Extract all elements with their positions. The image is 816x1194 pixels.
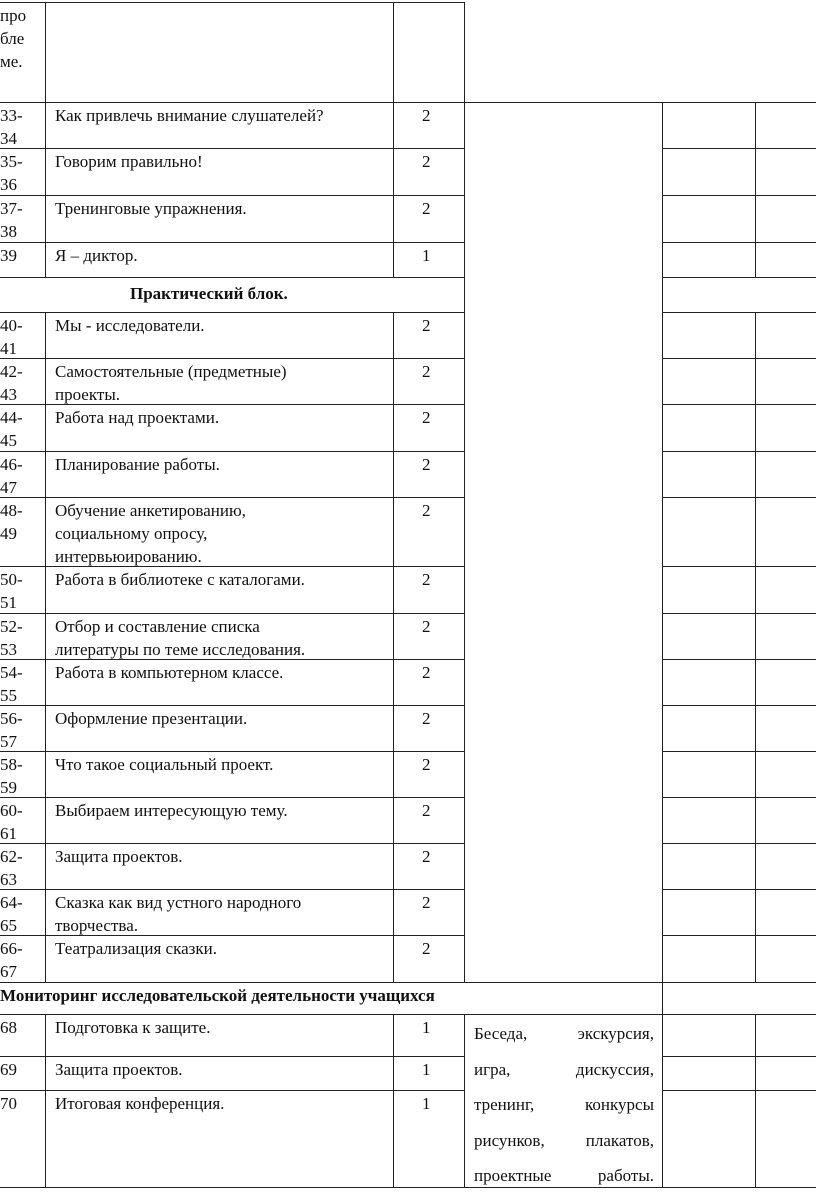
- row-hours: 2: [422, 152, 431, 171]
- row-number: 48-: [0, 501, 23, 520]
- fragment-text: про: [0, 6, 27, 25]
- row-topic: Говорим правильно!: [55, 152, 203, 171]
- row-number: 68: [0, 1018, 17, 1037]
- row-topic: литературы по теме исследования.: [55, 640, 306, 659]
- row-number: 39: [0, 246, 17, 265]
- table-rule: [0, 613, 464, 614]
- table-rule: [662, 797, 816, 798]
- table-rule: [0, 148, 464, 149]
- row-topic: Тренинговые упражнения.: [55, 199, 247, 218]
- row-topic: Самостоятельные (предметные): [55, 362, 287, 381]
- row-topic: Работа в библиотеке с каталогами.: [55, 570, 305, 589]
- fragment-text: ме.: [0, 52, 23, 71]
- table-rule: [662, 566, 816, 567]
- row-number: 67: [0, 962, 17, 981]
- table-rule: [662, 404, 816, 405]
- row-number: 51: [0, 593, 17, 612]
- fragment-text: бле: [0, 29, 25, 48]
- table-rule: [0, 1056, 464, 1057]
- row-hours: 2: [422, 939, 431, 958]
- row-number: 55: [0, 686, 17, 705]
- table-rule: [662, 102, 663, 1187]
- activity-forms-line: проектные работы.: [474, 1166, 654, 1186]
- row-hours: 1: [422, 1060, 431, 1079]
- row-hours: 2: [422, 408, 431, 427]
- row-number: 43: [0, 385, 17, 404]
- row-topic: Сказка как вид устного народного: [55, 893, 302, 912]
- row-hours: 2: [422, 755, 431, 774]
- row-hours: 2: [422, 663, 431, 682]
- row-topic: Что такое социальный проект.: [55, 755, 274, 774]
- row-hours: 2: [422, 106, 431, 125]
- table-rule: [0, 195, 464, 196]
- table-rule: [0, 982, 464, 983]
- row-hours: 2: [422, 570, 431, 589]
- table-rule: [0, 935, 464, 936]
- table-rule: [662, 277, 816, 278]
- row-hours: 2: [422, 617, 431, 636]
- activity-forms-line: рисунков, плакатов,: [474, 1130, 654, 1150]
- table-rule: [662, 242, 816, 243]
- table-rule: [662, 195, 816, 196]
- row-number: 33-: [0, 106, 23, 125]
- table-rule: [0, 659, 464, 660]
- table-rule: [0, 843, 464, 844]
- row-number: 42-: [0, 362, 23, 381]
- row-hours: 2: [422, 316, 431, 335]
- row-number: 44-: [0, 408, 23, 427]
- row-hours: 2: [422, 893, 431, 912]
- row-hours: 2: [422, 801, 431, 820]
- row-number: 38: [0, 222, 17, 241]
- table-rule: [755, 312, 756, 982]
- table-rule: [45, 312, 46, 982]
- table-rule: [0, 1187, 464, 1188]
- table-rule: [662, 148, 816, 149]
- row-topic: Подготовка к защите.: [55, 1018, 211, 1037]
- table-rule: [0, 889, 464, 890]
- table-rule: [45, 2, 46, 277]
- row-number: 63: [0, 870, 17, 889]
- row-topic: Работа над проектами.: [55, 408, 220, 427]
- row-topic: Выбираем интересующую тему.: [55, 801, 288, 820]
- table-rule: [662, 705, 816, 706]
- row-topic: творчества.: [55, 916, 139, 935]
- activity-forms-cell: [474, 1016, 654, 1194]
- table-rule: [45, 1014, 46, 1187]
- row-number: 61: [0, 824, 17, 843]
- row-topic: Отбор и составление списка: [55, 617, 260, 636]
- row-hours: 1: [422, 1018, 431, 1037]
- row-hours: 2: [422, 199, 431, 218]
- table-rule: [755, 102, 756, 277]
- table-rule: [662, 1056, 816, 1057]
- row-topic: Как привлечь внимание слушателей?: [55, 106, 324, 125]
- row-number: 64-: [0, 893, 23, 912]
- table-rule: [0, 497, 464, 498]
- row-number: 54-: [0, 663, 23, 682]
- table-rule: [393, 1014, 394, 1187]
- table-rule: [0, 705, 464, 706]
- table-rule: [755, 1014, 756, 1187]
- table-rule: [0, 1090, 464, 1091]
- table-rule: [464, 2, 465, 982]
- row-number: 34: [0, 129, 17, 148]
- table-rule: [0, 102, 464, 103]
- row-topic: Итоговая конференция.: [55, 1094, 225, 1113]
- activity-forms-line: Беседа, экскурсия,: [474, 1024, 654, 1043]
- table-rule: [0, 358, 464, 359]
- row-number: 69: [0, 1060, 17, 1079]
- row-number: 47: [0, 478, 17, 497]
- row-hours: 2: [422, 847, 431, 866]
- table-rule: [662, 659, 816, 660]
- table-rule: [662, 935, 816, 936]
- row-number: 35-: [0, 152, 23, 171]
- table-rule: [662, 451, 816, 452]
- section-heading-practice: Практический блок.: [130, 284, 288, 303]
- row-hours: 2: [422, 455, 431, 474]
- row-number: 45: [0, 431, 17, 450]
- row-topic: Обучение анкетированию,: [55, 501, 246, 520]
- table-rule: [0, 1014, 464, 1015]
- table-rule: [464, 1014, 465, 1187]
- table-rule: [662, 889, 816, 890]
- row-number: 41: [0, 339, 17, 358]
- row-number: 62-: [0, 847, 23, 866]
- table-rule: [662, 358, 816, 359]
- table-rule: [662, 497, 816, 498]
- table-rule: [0, 404, 464, 405]
- table-rule: [393, 312, 394, 982]
- row-number: 36: [0, 175, 17, 194]
- row-topic: Оформление презентации.: [55, 709, 248, 728]
- table-rule: [0, 797, 464, 798]
- activity-forms-line: тренинг, конкурсы: [474, 1095, 654, 1115]
- row-number: 66-: [0, 939, 23, 958]
- row-number: 58-: [0, 755, 23, 774]
- table-rule: [662, 1187, 816, 1188]
- row-topic: Планирование работы.: [55, 455, 220, 474]
- activity-forms-line: игра, дискуссия,: [474, 1059, 654, 1079]
- section-heading-monitoring: Мониторинг исследовательской деятельности учащихся: [0, 986, 435, 1005]
- row-number: 59: [0, 778, 17, 797]
- row-topic: Театрализация сказки.: [55, 939, 217, 958]
- row-number: 57: [0, 732, 17, 751]
- row-topic: Я – диктор.: [55, 246, 138, 265]
- row-number: 53: [0, 640, 17, 659]
- row-number: 40-: [0, 316, 23, 335]
- row-topic: проекты.: [55, 385, 120, 404]
- table-rule: [464, 982, 816, 983]
- table-rule: [662, 1014, 816, 1015]
- row-topic: Защита проектов.: [55, 1060, 183, 1079]
- row-hours: 1: [422, 246, 431, 265]
- row-number: 52-: [0, 617, 23, 636]
- table-rule: [464, 102, 816, 103]
- row-topic: Мы - исследователи.: [55, 316, 205, 335]
- row-topic: интервьюированию.: [55, 547, 202, 566]
- table-rule: [393, 2, 394, 277]
- row-topic: Защита проектов.: [55, 847, 183, 866]
- table-rule: [0, 751, 464, 752]
- row-number: 60-: [0, 801, 23, 820]
- row-topic: Работа в компьютерном классе.: [55, 663, 284, 682]
- table-rule: [662, 312, 816, 313]
- row-number: 65: [0, 916, 17, 935]
- table-rule: [0, 2, 464, 3]
- row-hours: 2: [422, 501, 431, 520]
- row-number: 56-: [0, 709, 23, 728]
- table-rule: [0, 242, 464, 243]
- table-rule: [662, 843, 816, 844]
- table-rule: [662, 613, 816, 614]
- row-number: 50-: [0, 570, 23, 589]
- row-number: 46-: [0, 455, 23, 474]
- table-rule: [0, 566, 464, 567]
- row-number: 37-: [0, 199, 23, 218]
- table-rule: [0, 312, 464, 313]
- row-number: 49: [0, 524, 17, 543]
- row-hours: 1: [422, 1094, 431, 1113]
- table-rule: [662, 1090, 816, 1091]
- table-rule: [464, 1014, 662, 1015]
- table-rule: [0, 277, 464, 278]
- row-hours: 2: [422, 362, 431, 381]
- table-rule: [0, 451, 464, 452]
- row-number: 70: [0, 1094, 17, 1113]
- row-topic: социальному опросу,: [55, 524, 208, 543]
- row-hours: 2: [422, 709, 431, 728]
- table-rule: [662, 751, 816, 752]
